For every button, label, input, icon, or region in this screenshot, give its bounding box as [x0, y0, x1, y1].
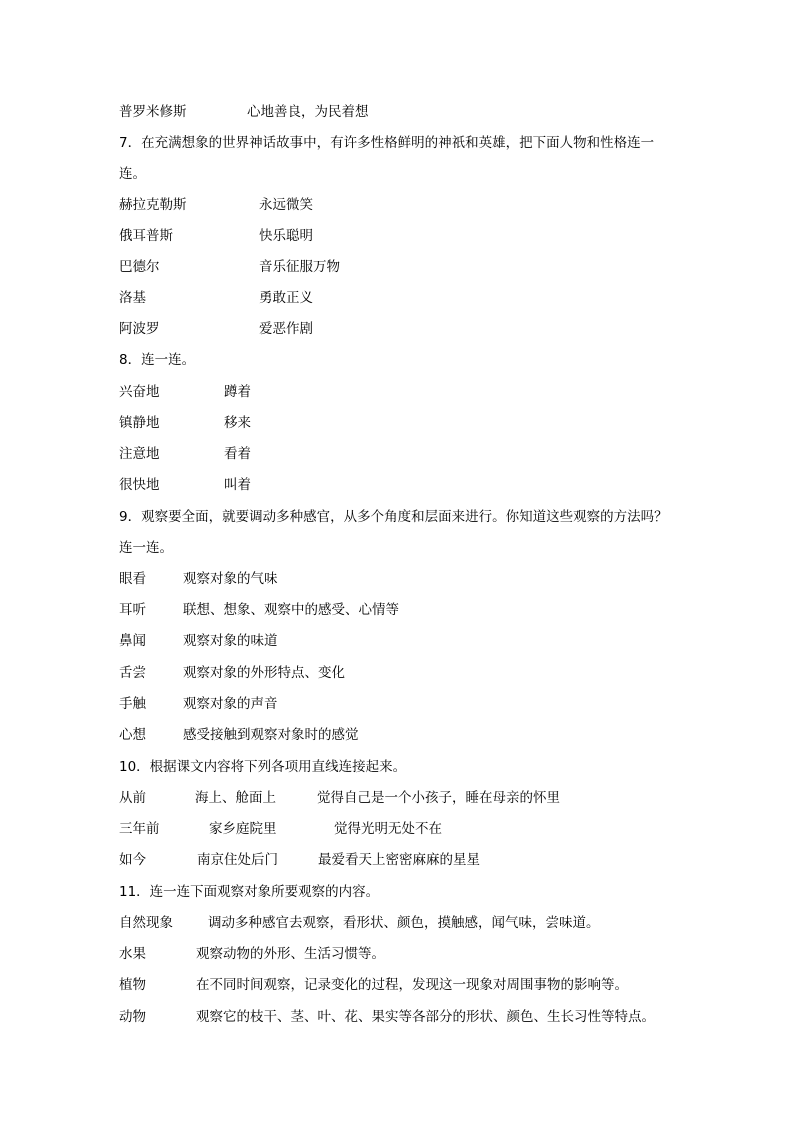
- q10-col-b: 家乡庭院里: [209, 821, 277, 837]
- q9-right: 观察对象的声音: [183, 696, 278, 712]
- q10-col-a: 三年前: [119, 821, 160, 837]
- q9-prompt-cont: 连一连。: [119, 540, 173, 556]
- q10-prompt: 10．根据课文内容将下列各项用直线连接起来。: [119, 759, 407, 775]
- q10-col-c: 觉得光明无处不在: [334, 821, 442, 837]
- q11-left: 自然现象: [119, 915, 173, 931]
- q9-left: 鼻闻: [119, 633, 146, 649]
- q11-right: 观察动物的外形、生活习惯等。: [196, 946, 385, 962]
- q10-col-c: 最爱看天上密密麻麻的星星: [318, 852, 480, 868]
- q11-right: 在不同时间观察，记录变化的过程，发现这一现象对周围事物的影响等。: [196, 977, 628, 993]
- q11-left: 动物: [119, 1009, 146, 1025]
- q8-right: 叫着: [224, 477, 251, 493]
- q9-prompt: 9．观察要全面，就要调动多种感官，从多个角度和层面来进行。你知道这些观察的方法吗？: [119, 509, 668, 525]
- q9-right: 观察对象的味道: [183, 633, 278, 649]
- q8-right: 蹲着: [224, 384, 251, 400]
- q7-right: 永远微笑: [259, 197, 313, 213]
- q6-left: 普罗米修斯: [119, 104, 187, 120]
- q11-right: 观察它的枝干、茎、叶、花、果实等各部分的形状、颜色、生长习性等特点。: [196, 1009, 655, 1025]
- q7-prompt: 7．在充满想象的世界神话故事中，有许多性格鲜明的神祇和英雄，把下面人物和性格连一: [119, 135, 655, 151]
- q11-left: 水果: [119, 946, 146, 962]
- q10-col-b: 海上、舱面上: [195, 790, 276, 806]
- q8-left: 很快地: [119, 477, 160, 493]
- q8-right: 看着: [224, 446, 251, 462]
- q11-right: 调动多种感官去观察，看形状、颜色，摸触感，闻气味，尝味道。: [208, 915, 600, 931]
- q9-right: 联想、想象、观察中的感受、心情等: [183, 602, 399, 618]
- q7-left: 俄耳普斯: [119, 228, 173, 244]
- q7-left: 赫拉克勒斯: [119, 197, 187, 213]
- q7-prompt-cont: 连。: [119, 166, 146, 182]
- q9-right: 观察对象的外形特点、变化: [183, 665, 345, 681]
- q8-prompt: 8．连一连。: [119, 352, 196, 368]
- q9-left: 手触: [119, 696, 146, 712]
- q8-left: 镇静地: [119, 415, 160, 431]
- q10-col-a: 如今: [119, 852, 146, 868]
- q8-left: 注意地: [119, 446, 160, 462]
- q7-left: 巴德尔: [119, 259, 160, 275]
- q9-right: 感受接触到观察对象时的感觉: [183, 727, 359, 743]
- q7-right: 音乐征服万物: [259, 259, 340, 275]
- q10-col-b: 南京住处后门: [197, 852, 278, 868]
- q9-right: 观察对象的气味: [183, 571, 278, 587]
- q9-left: 舌尝: [119, 665, 146, 681]
- q9-left: 耳听: [119, 602, 146, 618]
- q8-right: 移来: [224, 415, 251, 431]
- q7-left: 阿波罗: [119, 321, 160, 337]
- q9-left: 心想: [119, 727, 146, 743]
- q11-prompt: 11．连一连下面观察对象所要观察的内容。: [119, 884, 380, 900]
- q11-left: 植物: [119, 977, 146, 993]
- q7-right: 爱恶作剧: [259, 321, 313, 337]
- q6-right: 心地善良，为民着想: [247, 104, 369, 120]
- q9-left: 眼看: [119, 571, 146, 587]
- q10-col-a: 从前: [119, 790, 146, 806]
- q8-left: 兴奋地: [119, 384, 160, 400]
- q7-right: 勇敢正义: [259, 290, 313, 306]
- q7-left: 洛基: [119, 290, 146, 306]
- q7-right: 快乐聪明: [259, 228, 313, 244]
- q10-col-c: 觉得自己是一个小孩子，睡在母亲的怀里: [317, 790, 560, 806]
